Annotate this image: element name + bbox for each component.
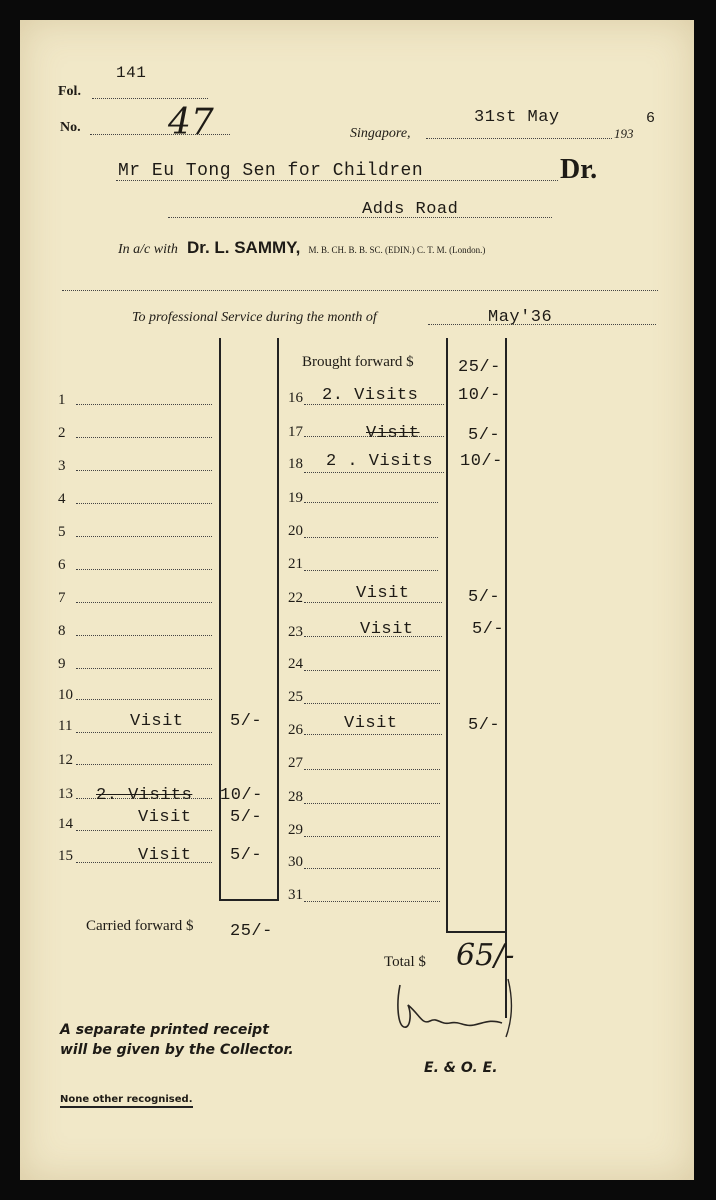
day-row [282,716,512,746]
day-description: Visit [344,714,398,733]
day-number: 11 [58,718,73,734]
invoice-sheet [20,20,694,1180]
day-number: 4 [58,491,66,507]
day-number: 1 [58,392,66,408]
practitioner-qualifications: M. B. CH. B. B. SC. (EDIN.) C. T. M. (London.) [308,245,486,255]
day-number: 2 [58,425,66,441]
day-row [282,687,512,717]
day-number: 23 [288,624,303,640]
errors-omissions-note: E. & O. E. [424,1060,498,1076]
day-row [282,885,512,915]
day-row [20,844,280,874]
day-row [282,586,512,616]
day-number: 16 [288,390,303,406]
day-row [20,421,280,451]
day-number: 29 [288,822,303,838]
day-description: Visit [138,846,192,865]
day-number: 13 [58,786,73,802]
day-row [20,487,280,517]
day-number: 6 [58,557,66,573]
day-row [282,654,512,684]
day-row [282,852,512,882]
day-row [20,714,280,744]
day-row [282,753,512,783]
day-row [20,553,280,583]
patient-address: Adds Road [362,200,459,219]
day-number: 30 [288,854,303,870]
patient-name: Mr Eu Tong Sen for Children [118,161,424,181]
day-amount: 5/- [230,712,263,731]
invoice-number-label: No. [60,120,81,135]
brought-forward-amount: 25/- [458,358,501,377]
brought-forward-label: Brought forward $ [302,354,414,370]
day-amount: 10/- [460,452,503,471]
day-number: 10 [58,687,73,703]
dr-label: Dr. [560,154,598,185]
day-row [20,808,280,838]
year-prefix: 193 [614,126,634,141]
service-month: May'36 [488,308,553,327]
signature-mark [390,975,520,1045]
day-amount: 5/- [468,426,501,445]
day-description: 2. Visits [322,386,419,405]
day-amount: 5/- [468,588,501,607]
invoice-number: 47 [168,102,214,143]
receipt-note-line1: A separate printed receipt [60,1022,269,1038]
day-amount: 5/- [468,716,501,735]
day-description: Visit [360,620,414,639]
service-label: To professional Service during the month of [132,310,377,325]
day-row [282,620,512,650]
practitioner-line [118,238,485,258]
place-label: Singapore, [350,126,411,141]
practitioner-prefix: In a/c with [118,242,178,257]
day-number: 25 [288,689,303,705]
day-number: 18 [288,456,303,472]
day-number: 3 [58,458,66,474]
day-number: 24 [288,656,303,672]
day-row [20,619,280,649]
invoice-date: 31st May [474,108,560,127]
day-row [282,554,512,584]
carried-forward-label: Carried forward $ [86,918,194,934]
carried-forward-amount: 25/- [230,922,273,941]
folio-number: 141 [116,64,147,82]
day-number: 14 [58,816,73,832]
receipt-note-line2: will be given by the Collector. [60,1042,294,1058]
day-row [20,652,280,682]
day-description: 2. Visits [96,786,193,805]
day-amount: 5/- [230,846,263,865]
day-row [20,586,280,616]
day-description: Visit [366,424,420,443]
day-description: Visit [130,712,184,731]
day-description: Visit [138,808,192,827]
folio-label: Fol. [58,84,81,99]
day-number: 26 [288,722,303,738]
day-number: 22 [288,590,303,606]
day-number: 8 [58,623,66,639]
day-row [282,820,512,850]
total-amount: 65/- [456,938,515,973]
day-number: 28 [288,789,303,805]
year-suffix: 6 [646,110,656,127]
practitioner-name: Dr. L. SAMMY, [186,238,301,257]
day-row [282,386,512,416]
day-row [20,454,280,484]
day-description: 2 . Visits [326,452,434,471]
day-row [282,452,512,482]
day-row [20,388,280,418]
day-row [20,748,280,778]
none-other-recognised-note: None other recognised. [60,1094,193,1108]
day-row [20,683,280,713]
day-number: 27 [288,755,303,771]
day-row [282,488,512,518]
day-row [282,422,512,452]
day-number: 7 [58,590,66,606]
day-amount: 5/- [472,620,505,639]
day-number: 21 [288,556,303,572]
day-number: 31 [288,887,303,903]
day-number: 12 [58,752,73,768]
day-number: 9 [58,656,66,672]
day-amount: 5/- [230,808,263,827]
day-number: 17 [288,424,303,440]
day-row [20,520,280,550]
day-row [282,521,512,551]
day-number: 19 [288,490,303,506]
day-amount: 10/- [220,786,263,805]
day-amount: 10/- [458,386,501,405]
day-description: Visit [356,584,410,603]
total-label: Total $ [384,954,426,970]
day-row [282,787,512,817]
day-number: 15 [58,848,73,864]
day-number: 20 [288,523,303,539]
day-number: 5 [58,524,66,540]
